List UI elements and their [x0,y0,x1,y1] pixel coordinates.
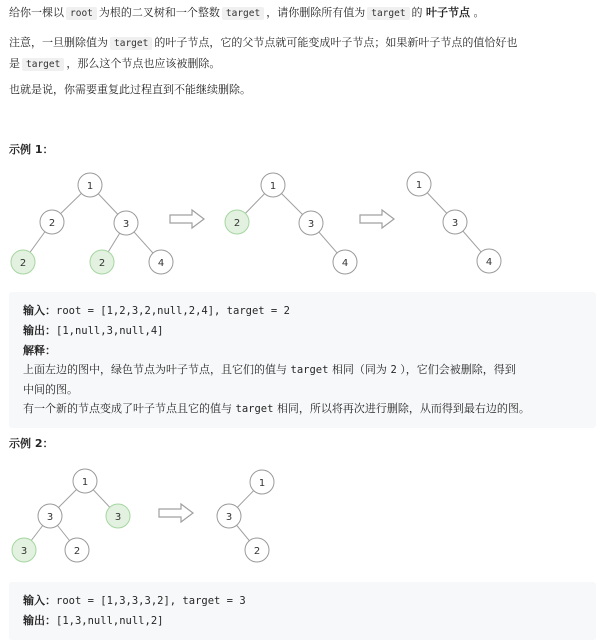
text: 相同，所以将再次进行删除，从而得到最右边的图。 [276,402,530,415]
input-line [23,301,582,321]
intro-paragraph-3: 也就是说，你需要重复此过程直到不能继续删除。 [9,83,251,96]
output-value: [1,null,3,null,4] [56,325,164,337]
node-label: 3 [46,512,54,523]
inline-code: target [235,403,274,415]
inline-code: target [22,58,64,71]
tree-node [114,211,138,235]
explain-line [23,399,582,419]
text: 中间的图。 [23,383,78,396]
tree-node-highlighted [90,250,114,274]
tree-node [217,504,241,528]
explain-line [23,380,582,399]
example-1-tree-b [225,173,357,274]
text: 是 [9,57,20,70]
node-label: 3 [451,218,459,229]
text: ），它们会被删除，得到 [400,363,516,376]
node-label: 1 [269,181,277,192]
tree-node [407,172,431,196]
input-value: root = [1,3,3,3,2], target = 3 [56,595,246,607]
text: 给你一棵以 [9,6,64,19]
tree-node [65,538,89,562]
tree-node-highlighted [225,210,249,234]
node-label: 4 [485,257,493,268]
node-label: 2 [98,258,106,269]
node-label: 3 [122,219,130,230]
text: ，那么这个节点也应该被删除。 [66,57,221,70]
output-label: 输出： [23,324,56,337]
example-1-tree-a [11,173,173,274]
input-value: root = [1,2,3,2,null,2,4], target = 2 [56,305,290,317]
tree-node [73,469,97,493]
example-2-heading: 示例 2： [9,437,54,450]
intro-paragraph-2 [9,33,517,75]
explain-label: 解释： [23,344,56,357]
text: 的 [411,6,423,19]
inline-code: 2 [390,364,397,376]
inline-code: target [110,37,152,50]
tree-node [40,210,64,234]
tree-node [333,250,357,274]
text: 注意，一旦删除值为 [9,36,108,49]
tree-node-highlighted [12,538,36,562]
text: 有一个新的节点变成了叶子节点且它的值与 [23,402,232,415]
node-label: 2 [19,258,27,269]
node-label: 1 [415,180,423,191]
tree-node [261,173,285,197]
node-label: 3 [307,219,315,230]
example-1-tree-c [407,172,501,273]
explain-label-line [23,341,582,360]
input-line [23,591,582,611]
inline-code: target [222,7,264,20]
inline-code: root [66,7,97,20]
input-label: 输入： [23,594,56,607]
node-label: 3 [225,512,233,523]
node-label: 2 [48,218,56,229]
tree-node-highlighted [11,250,35,274]
tree-node-highlighted [106,504,130,528]
tree-node [299,211,323,235]
input-label: 输入： [23,304,56,317]
output-value: [1,3,null,null,2] [56,615,164,627]
tree-node [38,504,62,528]
example-2-tree-b [217,470,274,562]
tree-node [477,249,501,273]
output-label: 输出： [23,614,56,627]
arrow-icon [360,210,394,228]
text: 相同（同为 [331,363,387,376]
node-label: 3 [20,546,28,557]
text: 为根的二叉树和一个整数 [98,6,220,19]
output-line [23,611,582,631]
tree-node [443,210,467,234]
node-label: 4 [341,258,349,269]
example-1-heading: 示例 1： [9,143,54,156]
bold-text: 叶子节点 [426,6,471,19]
text: 的叶子节点，它的父节点就可能变成叶子节点；如果新叶子节点的值恰好也 [154,36,518,49]
text: 。 [473,6,485,19]
node-label: 3 [114,512,122,523]
inline-code: target [367,7,409,20]
example-1-diagram [0,165,604,280]
node-label: 1 [258,478,266,489]
text: ，请你删除所有值为 [266,6,366,19]
tree-node [245,538,269,562]
node-label: 1 [86,181,94,192]
node-label: 2 [233,218,241,229]
arrow-icon [159,504,193,522]
example-2-diagram [0,462,604,567]
explain-line [23,360,582,380]
tree-node [250,470,274,494]
node-label: 2 [253,546,261,557]
example-2-tree-a [12,469,130,562]
arrow-icon [170,210,204,228]
node-label: 2 [73,546,81,557]
node-label: 1 [81,477,89,488]
node-label: 4 [157,258,165,269]
intro-paragraph-1 [9,3,485,24]
example-1-code-block [9,292,596,428]
example-2-code-block [9,582,596,640]
text: 上面左边的图中，绿色节点为叶子节点，且它们的值与 [23,363,287,376]
output-line [23,321,582,341]
tree-node [78,173,102,197]
inline-code: target [290,364,329,376]
tree-node [149,250,173,274]
